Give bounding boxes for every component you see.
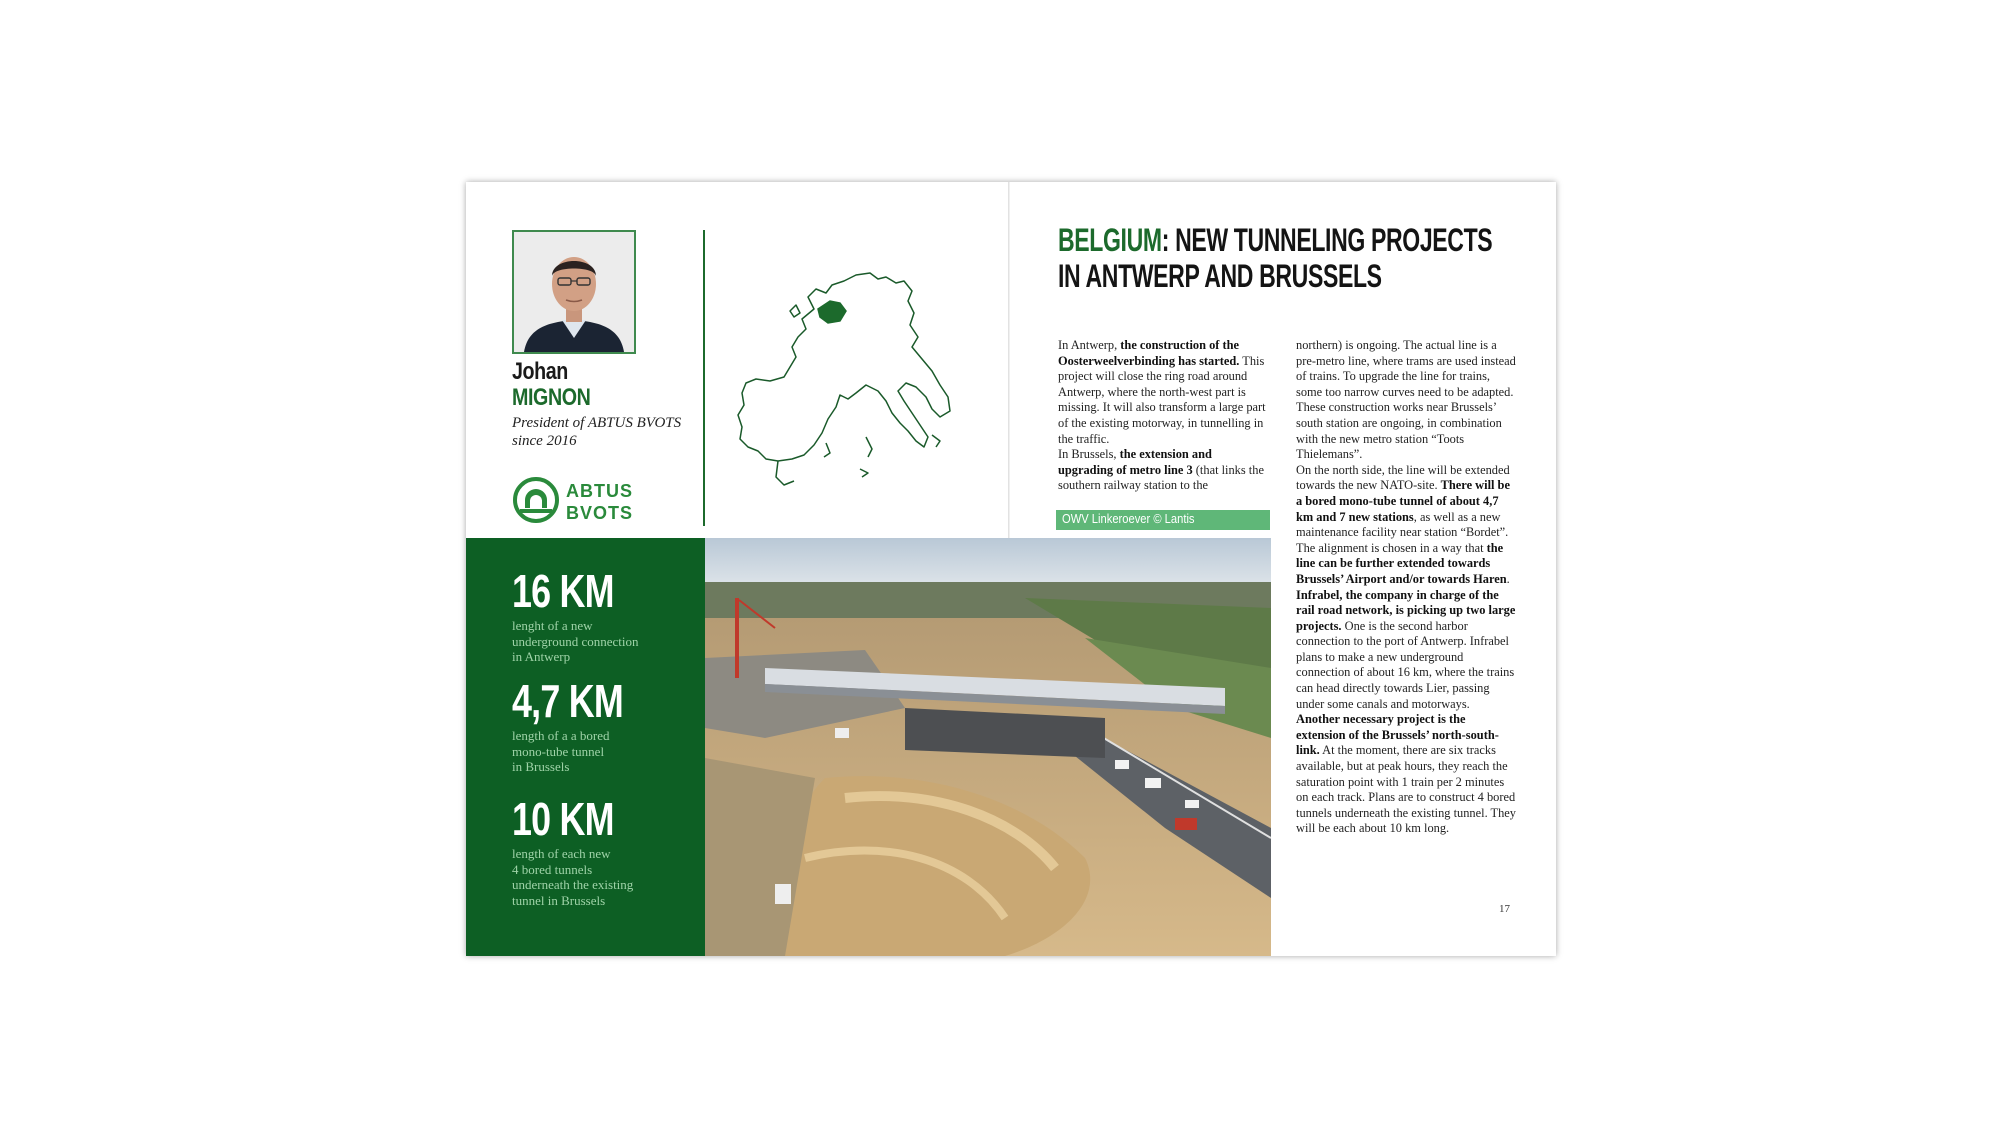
- stat-desc-line: underground connection: [512, 633, 639, 649]
- paragraph: [1296, 463, 1516, 588]
- bold-run: There will be a bored mono-tube tunnel of about 4,7 km and 7 new stations: [1296, 478, 1510, 524]
- stat-value: 4,7 KM: [512, 675, 623, 727]
- belgium-highlight: [818, 301, 846, 323]
- bold-run: the construction of the Oosterweelverbinding has started.: [1058, 338, 1240, 368]
- vertical-divider: [703, 230, 705, 526]
- stat-desc-line: 4 bored tunnels: [512, 861, 593, 877]
- role-since: since 2016: [512, 433, 577, 449]
- paragraph: [1296, 712, 1516, 837]
- abtus-bvots-logo: [512, 474, 652, 528]
- stat-description: [512, 618, 687, 665]
- photo-caption: [1056, 510, 1270, 530]
- europe-map: [736, 267, 986, 497]
- text-run: At the moment, there are six tracks available, but at peak hours, they reach the saturation point with 1 train per 2 minutes on each track. Plans are to construct 4 bored tunnels underneath the existing tunnel. They will be each about 10 km long.: [1296, 743, 1517, 836]
- text-run: One is the second harbor connection to the port of Antwerp. Infrabel plans to make a new underground connection of about 16 km, where the trains can head directly towards Lier, passing under some canals and motorways.: [1296, 618, 1515, 711]
- magazine-spread: [466, 182, 1556, 956]
- page-number: 17: [1499, 903, 1510, 915]
- text-run: , as well as a new maintenance facility near station “Bordet”. The alignment is chosen in a way that: [1296, 509, 1509, 555]
- text-run: .: [1506, 571, 1510, 586]
- stat-desc-line: length of a a bored: [512, 728, 610, 743]
- stat-value: 16 KM: [512, 565, 614, 617]
- headline-part-2: IN ANTWERP AND BRUSSELS: [1058, 258, 1382, 294]
- text-run: (that links the southern railway station to the: [1058, 462, 1264, 493]
- article-headline: [1058, 222, 1492, 294]
- stat-desc-line: mono-tube tunnel: [512, 743, 605, 759]
- stat-desc-line: in Antwerp: [512, 649, 571, 664]
- paragraph: [1296, 588, 1516, 713]
- paragraph: [1058, 338, 1270, 447]
- stat-value: 10 KM: [512, 793, 614, 845]
- stat-desc-line: in Brussels: [512, 759, 570, 774]
- bold-run: Another necessary project is the extension of the Brussels’ north-south-link.: [1296, 712, 1499, 758]
- construction-aerial-photo: [705, 538, 1271, 956]
- key-figures-panel: [466, 538, 705, 956]
- portrait-photo: [512, 230, 636, 354]
- text-run: On the north side, the line will be extended towards the new NATO-site.: [1296, 462, 1510, 493]
- stat-description: [512, 728, 687, 775]
- logo-line-2: BVOTS: [566, 503, 634, 523]
- logo-wordmark: [566, 480, 633, 524]
- person-last-name: MIGNON: [512, 384, 591, 411]
- tunnel-logo-icon: [512, 476, 560, 524]
- article-column-1: [1058, 338, 1270, 494]
- paragraph: [1058, 447, 1270, 494]
- text-run: In Antwerp,: [1058, 338, 1121, 352]
- bold-run: Infrabel, the company in charge of the rail road network, is picking up two large projects.: [1296, 587, 1516, 633]
- paragraph: northern) is ongoing. The actual line is a pre-metro line, where trams are used instead of trains. To upgrade the line for trains, some too narrow curves need to be adapted. These construction works near Brussels’ south station are ongoing, in combination with the new metro station “Toots Thielemans”.: [1296, 338, 1516, 462]
- bold-run: the line can be further extended towards Brussels’ Airport and/or towards Haren: [1296, 540, 1507, 586]
- article-column-2: [1296, 338, 1516, 837]
- text-run: In Brussels,: [1058, 447, 1120, 462]
- stat-desc-line: lenght of a new: [512, 618, 593, 633]
- logo-line-1: ABTUS: [566, 481, 633, 501]
- role-line: President of ABTUS BVOTS: [512, 415, 682, 431]
- person-first-name: Johan: [512, 358, 568, 385]
- stat-desc-line: tunnel in Brussels: [512, 892, 606, 908]
- stat-desc-line: underneath the existing: [512, 877, 634, 892]
- photo-caption-text: OWV Linkeroever © Lantis: [1062, 511, 1195, 526]
- bold-run: the extension and upgrading of metro line 3: [1058, 447, 1212, 477]
- stat-desc-line: length of each new: [512, 846, 611, 861]
- headline-country: BELGIUM: [1058, 222, 1162, 258]
- stat-description: [512, 846, 687, 908]
- headline-part-1: : NEW TUNNELING PROJECTS: [1161, 222, 1493, 258]
- text-run: This project will close the ring road around Antwerp, where the north-west part is missing. It will also transform a large part of the existing motorway, in tunnelling in the traffic.: [1058, 353, 1266, 446]
- person-role: [512, 414, 682, 450]
